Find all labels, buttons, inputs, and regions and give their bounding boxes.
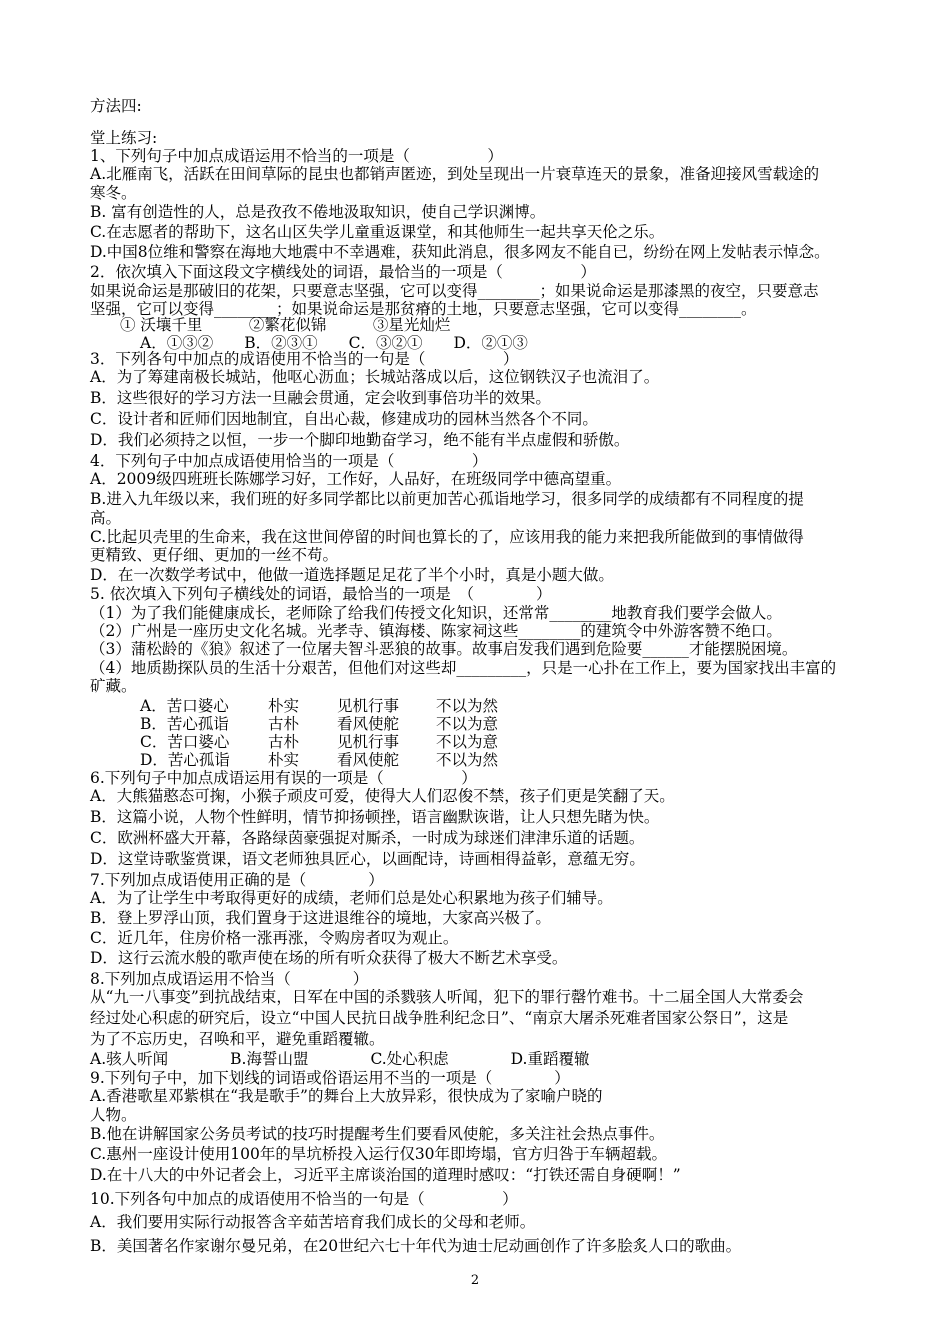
q3-option-d: D．我们必须持之以恒，一步一个脚印地勤奋学习，绝不能有半点虚假和骄傲。 [90, 431, 630, 449]
q2-passage-2: 坚强，它可以变得________；如果说命运是那贫瘠的土地，只要意志坚强，它可以变得________。 [90, 300, 757, 318]
q4-option-a: A．2009级四班班长陈娜学习好，工作好，人品好，在班级同学中德高望重。 [90, 470, 622, 488]
q5-option-d-label: D．苦心孤诣 [140, 751, 230, 769]
q5-option-c-w3: 见机行事 [337, 733, 400, 751]
q7-option-b: B．登上罗浮山顶，我们置身于这进退维谷的境地，大家高兴极了。 [90, 909, 551, 927]
q1-option-c: C.在志愿者的帮助下，这名山区失学儿童重返课堂，和其他师生一起共享天伦之乐。 [90, 223, 665, 241]
q8-passage-2: 经过处心积虑的研究后，设立“中国人民抗日战争胜利纪念日”、“南京大屠杀死难者国家公祭日”，这是 [90, 1009, 789, 1027]
q5-option-b-label: B．苦心孤诣 [140, 715, 229, 733]
q9-option-a-cont: 人物。 [90, 1106, 137, 1124]
q3-stem: 3．下列各句中加点的成语使用不恰当的一句是（ ） [90, 350, 519, 368]
q8-passage-3: 为了不忘历史，召唤和平，避免重蹈覆辙。 [90, 1030, 385, 1048]
q5-sentence-3: （3）蒲松龄的《狼》叙述了一位屠夫智斗恶狼的故事。故事启发我们遇到危险要______才能摆脱困境。 [90, 640, 798, 658]
q10-stem: 10.下列各句中加点的成语使用不恰当的一句是（ ） [90, 1190, 518, 1208]
page-number: 2 [470, 1273, 480, 1288]
q9-stem: 9.下列句子中，加下划线的词语或俗语运用不当的一项是（ ） [90, 1069, 570, 1087]
q4-option-d: D．在一次数学考试中，他做一道选择题足足花了半个小时，真是小题大做。 [90, 566, 614, 584]
q7-option-a: A．为了让学生中考取得更好的成绩，老师们总是处心积累地为孩子们辅导。 [90, 889, 613, 907]
q4-option-b-cont: 高。 [90, 509, 122, 527]
q5-option-d-w4: 不以为然 [436, 751, 499, 769]
q10-option-a: A．我们要用实际行动报答含辛茹苦培育我们成长的父母和老师。 [90, 1213, 536, 1231]
q1-option-a-cont: 寒冬。 [90, 184, 137, 202]
q9-option-c: C.惠州一座设计使用100年的旱坑桥投入运行仅30年即垮塌，官方归咎于车辆超载。 [90, 1145, 668, 1163]
q1-option-d: D.中国8位维和警察在海地大地震中不幸遇难，获知此消息，很多网友不能自已，纷纷在网上发帖表示悼念。 [90, 243, 830, 261]
q9-option-d: D.在十八大的中外记者会上，习近平主席谈治国的道理时感叹：“打铁还需自身硬啊！” [90, 1166, 681, 1184]
q5-option-b-w4: 不以为意 [436, 715, 499, 733]
method-heading: 方法四: [90, 97, 142, 115]
q6-option-a: A．大熊猫憨态可掬，小猴子顽皮可爱，使得大人们忍俊不禁，孩子们更是笑翻了天。 [90, 787, 675, 805]
q7-option-c: C．近几年，住房价格一涨再涨，令购房者叹为观止。 [90, 929, 459, 947]
q6-option-d: D．这堂诗歌鉴赏课，语文老师独具匠心，以画配诗，诗画相得益彰，意蕴无穷。 [90, 850, 645, 868]
q5-sentence-4-cont: 矿藏。 [90, 677, 137, 695]
q8-passage-1: 从“九一八事变”到抗战结束，日军在中国的杀戮骇人听闻，犯下的罪行罄竹难书。十二届全国人大常委会 [90, 988, 804, 1006]
q5-option-d-w2: 朴实 [268, 751, 300, 769]
q4-option-c-cont: 更精致、更仔细、更加的一丝不苟。 [90, 546, 339, 564]
q5-option-a-label: A．苦口婆心 [140, 697, 229, 715]
q6-stem: 6.下列句子中加点成语运用有误的一项是（ ） [90, 769, 477, 787]
q8-stem: 8.下列加点成语运用不恰当（ ） [90, 970, 369, 988]
q5-sentence-4: （4）地质勘探队员的生活十分艰苦，但他们对这些却_________，只是一心扑在工作上，要为国家找出丰富的 [90, 659, 837, 677]
q3-option-b: B．这些很好的学习方法一旦融会贯通，定会收到事倍功半的效果。 [90, 389, 551, 407]
q4-stem: 4．下列句子中加点成语使用恰当的一项是（ ） [90, 452, 488, 470]
q8-options: A.骇人听闻 B.海誓山盟 C.处心积虑 D.重蹈覆辙 [90, 1050, 590, 1068]
q5-option-a-w3: 见机行事 [337, 697, 400, 715]
q2-passage-1: 如果说命运是那破旧的花架，只要意志坚强，它可以变得________；如果说命运是那漆黑的夜空，只要意志 [90, 282, 819, 300]
q2-stem: 2．依次填入下面这段文字横线处的词语，最恰当的一项是（ ） [90, 263, 596, 281]
q5-option-a-w4: 不以为然 [436, 697, 499, 715]
q9-option-b: B.他在讲解国家公务员考试的技巧时提醒考生们要看风使舵，多关注社会热点事件。 [90, 1125, 665, 1143]
q6-option-c: C．欧洲杯盛大开幕，各路绿茵豪强捉对厮杀，一时成为球迷们津津乐道的话题。 [90, 829, 645, 847]
q2-options: A．①③② B．②③① C．③②① D．②①③ [140, 334, 528, 352]
q5-sentence-2: （2）广州是一座历史文化名城。光孝寺、镇海楼、陈家祠这些________的建筑令中外游客赞不绝口。 [90, 622, 782, 640]
q5-option-c-w2: 古朴 [268, 733, 300, 751]
q5-option-c-label: C．苦口婆心 [140, 733, 230, 751]
q5-option-b-w2: 古朴 [268, 715, 300, 733]
q1-option-b: B. 富有创造性的人，总是孜孜不倦地汲取知识，使自己学识渊博。 [90, 203, 546, 221]
q5-option-d-w3: 看风使舵 [337, 751, 400, 769]
q3-option-a: A．为了筹建南极长城站，他呕心沥血；长城站落成以后，这位钢铁汉子也流泪了。 [90, 368, 660, 386]
q10-option-b: B．美国著名作家谢尔曼兄弟，在20世纪六七十年代为迪士尼动画创作了许多脍炙人口的歌曲。 [90, 1237, 742, 1255]
q5-sentence-1: （1）为了我们能健康成长，老师除了给我们传授文化知识，还常常________地教育我们要学会做人。 [90, 604, 782, 622]
q5-option-b-w3: 看风使舵 [337, 715, 400, 733]
q3-option-c: C．设计者和匠师们因地制宜，自出心裁，修建成功的园林当然各个不同。 [90, 410, 598, 428]
q5-option-a-w2: 朴实 [268, 697, 300, 715]
practice-heading: 堂上练习: [90, 129, 158, 147]
q4-option-c: C.比起贝壳里的生命来，我在这世间停留的时间也算长的了，应该用我的能力来把我所能做到的事情做得 [90, 528, 804, 546]
q7-stem: 7.下列加点成语使用正确的是（ ） [90, 871, 384, 889]
q6-option-b: B．这篇小说，人物个性鲜明，情节抑扬顿挫，语言幽默诙谐，让人只想先睹为快。 [90, 808, 660, 826]
q5-option-c-w4: 不以为意 [436, 733, 499, 751]
q1-option-a: A.北雁南飞，活跃在田间草际的昆虫也都销声匿迹，到处呈现出一片衰草连天的景象，准备迎接风雪载途的 [90, 165, 820, 183]
q4-option-b: B.进入九年级以来，我们班的好多同学都比以前更加苦心孤诣地学习，很多同学的成绩都有不同程度的提 [90, 490, 804, 508]
q5-stem: 5. 依次填入下列句子横线处的词语，最恰当的一项是 （ ） [90, 585, 552, 603]
q2-choices: ① 沃壤千里 ②繁花似锦 ③星光灿烂 [120, 316, 451, 334]
q1-stem: 1、下列句子中加点成语运用不恰当的一项是（ ） [90, 147, 503, 165]
q9-option-a: A.香港歌星邓紫棋在“我是歌手”的舞台上大放异彩，很快成为了家喻户晓的 [90, 1087, 603, 1105]
q7-option-d: D．这行云流水般的歌声使在场的所有听众获得了极大不断艺术享受。 [90, 949, 568, 967]
